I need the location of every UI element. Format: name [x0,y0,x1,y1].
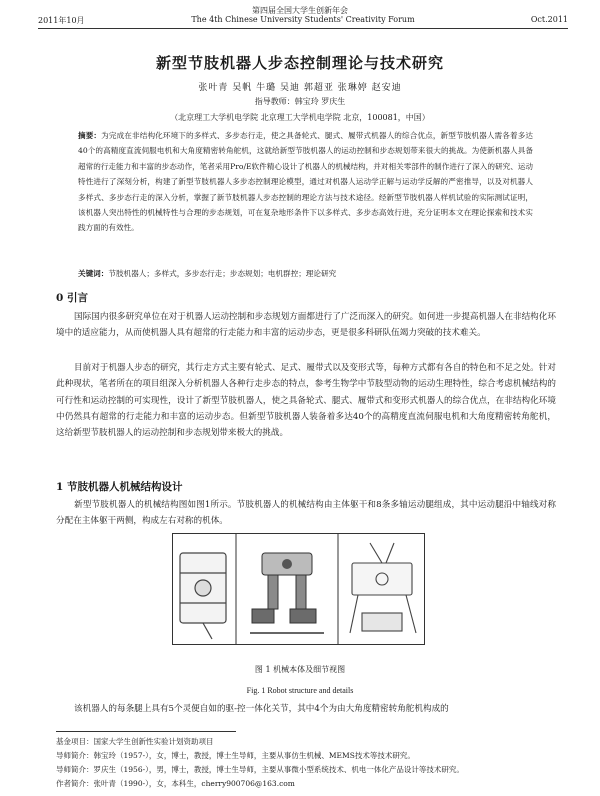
figure-caption-en: Fig. 1 Robot structure and details [246,686,354,695]
advisor-line: 指导教师：韩宝玲 罗庆生 [254,97,346,106]
header-rule [38,28,568,29]
keywords-text: 节肢机器人；多样式，多步态行走；步态规划；电机群控；理论研究 [108,269,337,278]
section1-paragraph-2: 该机器人的每条腿上具有5个灵便自如的驱-控一体化关节，其中4个为由大角度精密转角舵机构成的 [74,704,449,714]
keywords-label: 关键词： [78,269,109,278]
keywords [78,268,533,279]
abstract-text: 为完成在非结构化环境下的多样式、多步态行走，使之具备轮式、腿式、履带式机器人的综合优点，新型节肢机器人需各着多达40个的高精度直流伺服电机和大角度精密转角舵机，这就给新型节肢机器人的运动控制和步态规划带来很大的挑战。为使新机器人具备超常的行走能力和丰富的步态动作，笔者采用Pro/E软件精心设计了机器人的机械结构，并对相关零部件的制作进行了深入的研究、运动特性进行了深刻分析，构建了新型节肢机器人多步态控制理论模型，通过对机器人运动学正解与运动学反解的严密推导，以及对机器人多样式、多步态行走的深入分析，掌握了新节肢机器人步态控制的理论方法与技术途径。经新型节肢机器人样机试验的实际测试证明，该机器人突出特性的机械特性与合理的步态规划，可在复杂地形条件下以多样式、多步态高效行进，充分证明本文在理论探索和技术实践方面的有效性。 [78,131,534,233]
abstract [78,128,533,236]
figure-robot-structure [172,533,425,645]
section-heading-1: 1 节肢机器人机械结构设计 [56,481,183,493]
intro-paragraph-1: 国际国内很多研究单位在对于机器人运动控制和步态规划方面都进行了广泛而深入的研究。如何进一步提高机器人在非结构化环境中的适应能力，从而使机器人具有超常的行走能力和丰富的运动步态，更是很多科研队伍竭力突破的技术难关。 [56,312,556,339]
affiliation: （北京理工大学机电学院 北京理工大学机电学院 北京，100081，中国） [170,113,430,122]
footnote-author: 作者简介：张叶青（1990-），女，本科生，cherry900706@163.com [56,779,295,788]
abstract-label: 摘要： [78,131,102,140]
footnote-advisor-2: 导师简介：罗庆生（1956-），男，博士，教授，博士生导师，主要从事微小型系统技术、机电一体化产品设计等技术研究。 [56,765,464,774]
section1-paragraph-1: 新型节肢机器人的机械结构图如图1所示。节肢机器人的机械结构由主体躯干和8条多轴运动腿组成，其中运动腿沿中轴线对称分配在主体躯干两侧，构成左右对称的机体。 [56,500,556,527]
intro-paragraph-2: 目前对于机器人步态的研究，其行走方式主要有轮式、足式、履带式以及变形式等，每种方式都有各自的特色和不足之处。针对此种现状，笔者所在的项目组深入分析机器人各种行走步态的特点，参考生物学中节肢型动物的运动生理特性，综合考虑机械结构的可行性和运动控制的可实现性，设计了新型节肢机器人，使之具备轮式、腿式、履带式和变形式机器人的综合优点，在非结构化环境中仍然具有超常的行走能力和丰富的运动步态。但新型节肢机器人装备着多达40个的高精度直流伺服电机和大角度精密转角舵机，这给新型节肢机器人的运动控制和步态规划带来极大的挑战。 [56,363,556,439]
paper-title: 新型节肢机器人步态控制理论与技术研究 [155,54,444,72]
footnote-rule [56,731,236,732]
footnote-funding: 基金项目：国家大学生创新性实验计划资助项目 [56,737,214,746]
running-header-top: 第四届全国大学生创新年会 [252,6,348,15]
header-date-en: Oct.2011 [530,15,568,24]
header-forum-name: The 4th Chinese University Students' Creativity Forum [191,15,415,24]
author-list: 张叶青 吴帆 牛璐 吴迪 郭超亚 张琳婷 赵安迪 [198,83,402,93]
section-heading-intro: 0 引言 [56,292,88,304]
header-date-cn: 2011年10月 [38,16,85,25]
footnote-advisor-1: 导师简介：韩宝玲（1957-），女，博士，教授，博士生导师，主要从事仿生机械、MEMS技术等技术研究。 [56,751,415,760]
figure-caption-cn: 图 1 机械本体及细节视图 [254,665,346,674]
